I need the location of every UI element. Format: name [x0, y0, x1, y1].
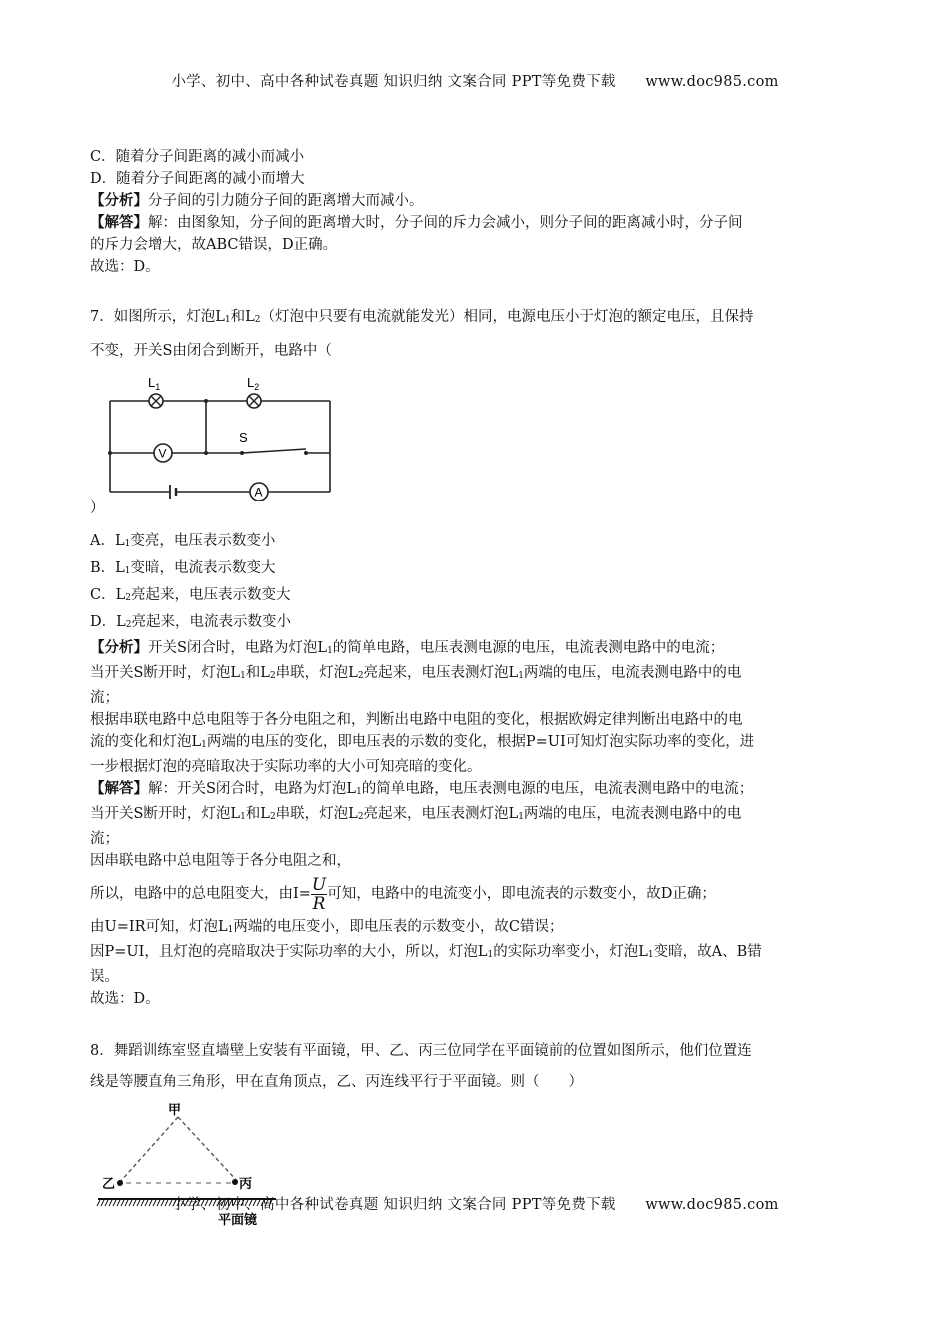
q7-option-d: D．$L_2$亮起来，电流表示数变小 [90, 614, 291, 630]
label-switch-s: S [239, 430, 248, 445]
q7-answer-line-3: 流； [90, 831, 119, 847]
page-footer: 小学、初中、高中各种试卷真题 知识归纳 文案合同 PPT等免费下载 www.doc985.com [171, 1197, 779, 1213]
voltmeter-icon [154, 444, 172, 462]
label-jia: 甲 [168, 1103, 182, 1118]
svg-text:V: V [158, 446, 167, 461]
formula-fraction: $\frac{U}{R}$ [311, 874, 327, 914]
q7-option-c: C．$L_2$亮起来，电压表示数变大 [90, 587, 291, 603]
ammeter-icon [250, 483, 268, 501]
q7-analysis-line-5: 流的变化和灯泡$L_1$两端的电压的变化，即电压表的示数的变化，根据P=UI可知灯泡实际功率的变化，进 [90, 734, 755, 750]
answer-tag: 【解答】 [90, 214, 148, 231]
q7-stem-close: ） [90, 500, 105, 516]
lamp-l1-icon [149, 394, 163, 408]
label-l1: $L_1$ [148, 375, 161, 392]
circuit-diagram [102, 369, 342, 501]
q7-analysis-line-4: 根据串联电路中总电阻等于各分电阻之和，判断出电路中电阻的变化，根据欧姆定律判断出电路中的电 [90, 712, 743, 728]
q7-answer-line-8: 误。 [90, 969, 119, 985]
q7-analysis-line-2: 当开关S断开时，灯泡$L_1$和$L_2$串联，灯泡$L_2$亮起来，电压表测灯泡$L_1$两端的电压，电流表测电路中的电 [90, 665, 742, 681]
q7-answer-line-5: 所以，电路中的总电阻变大，由I= $\frac{U}{R}$ 可知，电路中的电流变小，即电流表的示数变小，故D正确； [90, 874, 716, 914]
q6-choice: 故选：D。 [90, 259, 160, 275]
q7-choice: 故选：D。 [90, 991, 160, 1007]
page-content [90, 146, 865, 1232]
q6-answer-line-1: 【解答】解：由图象知，分子间的距离增大时，分子间的斥力会减小，则分子间的距离减小时，分子间 [90, 214, 743, 231]
label-bing: 丙 [239, 1177, 253, 1192]
q7-answer-line-1: 【解答】解：开关S闭合时，电路为灯泡$L_1$的简单电路，电压表测电源的电压，电流表测电路中的电流； [90, 780, 754, 797]
q6-analysis: 【分析】分子间的引力随分子间的距离增大而减小。 [90, 192, 424, 209]
q7-stem-line-2: 不变，开关S由闭合到断开，电路中（ [90, 343, 332, 359]
label-yi: 乙 [102, 1177, 116, 1192]
q8-stem-line-2: 线是等腰直角三角形，甲在直角顶点，乙、丙连线平行于平面镜。则（ ） [90, 1074, 583, 1090]
lamp-l2-icon [247, 394, 261, 408]
analysis-tag: 【分析】 [90, 192, 148, 209]
label-l2: $L_2$ [247, 375, 260, 392]
q7-option-a: A．$L_1$变亮，电压表示数变小 [90, 533, 276, 549]
svg-text:A: A [254, 485, 263, 500]
q7-analysis-line-1: 【分析】开关S闭合时，电路为灯泡$L_1$的简单电路，电压表测电源的电压，电流表测电路中的电流； [90, 639, 725, 656]
q6-answer-line-2: 的斥力会增大，故ABC错误，D正确。 [90, 237, 338, 253]
q8-stem-line-1: 8．舞蹈训练室竖直墙壁上安装有平面镜，甲、乙、丙三位同学在平面镜前的位置如图所示，他们位置连 [90, 1043, 752, 1059]
q7-analysis-line-3: 流； [90, 690, 119, 706]
q7-analysis-line-6: 一步根据灯泡的亮暗取决于实际功率的大小可知亮暗的变化。 [90, 759, 482, 775]
q7-stem-line-1: 7．如图所示，灯泡$L_1$和$L_2$（灯泡中只要有电流就能发光）相同，电源电压小于灯泡的额定电压，且保持 [90, 309, 754, 325]
page-header: 小学、初中、高中各种试卷真题 知识归纳 文案合同 PPT等免费下载 www.doc985.com [171, 74, 779, 90]
q7-answer-line-2: 当开关S断开时，灯泡$L_1$和$L_2$串联，灯泡$L_2$亮起来，电压表测灯泡$L_1$两端的电压，电流表测电路中的电 [90, 806, 742, 822]
q7-answer-line-7: 因P=UI，且灯泡的亮暗取决于实际功率的大小，所以，灯泡$L_1$的实际功率变小，灯泡$L_1$变暗，故A、B错 [90, 944, 762, 960]
q6-option-d: D．随着分子间距离的减小而增大 [90, 171, 305, 187]
q7-option-b: B．$L_1$变暗，电流表示数变大 [90, 560, 276, 576]
q7-answer-line-4: 因串联电路中总电阻等于各分电阻之和， [90, 853, 351, 869]
q7-answer-line-6: 由U=IR可知，灯泡$L_1$两端的电压变小，即电压表的示数变小，故C错误； [90, 919, 564, 935]
label-mirror: 平面镜 [218, 1213, 258, 1228]
q6-option-c: C．随着分子间距离的减小而减小 [90, 149, 305, 165]
